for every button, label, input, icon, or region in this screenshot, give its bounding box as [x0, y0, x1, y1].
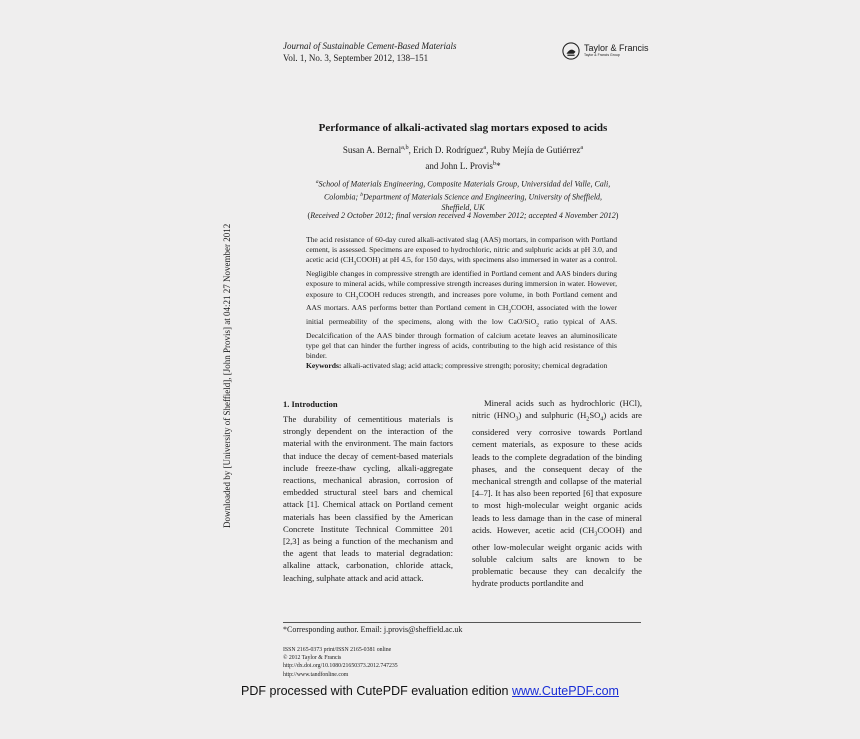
copyright: © 2012 Taylor & Francis [283, 655, 342, 662]
article-title: Performance of alkali-activated slag mortars exposed to acids [318, 122, 608, 134]
intro-right-column: Mineral acids such as hydrochloric (HCl), nitric $(HNO_3)$ and sulphuric $(H_2SO_4)$ acids are considered very corrosive towards Portland cement materials, as exposure to these acids leads to the complete degradation of the binding phases, and the consequent decay of the mechanical strength and collapse of the material [4–7]. It has also been reported [6] that exposure to most high-molecular weight organic acids leads to less damage than in the case of mineral acids. However, acetic acid $(CH_3COOH)$ and other low-molecular weight organic acids with soluble calcium salts are known to be problematic because they can decalcify the hydrate products portlandite and [472, 398, 642, 589]
keywords: Keywords: alkali-activated slag; acid attack; compressive strength; porosity; chemical degradation [306, 361, 608, 370]
received-dates: (Received 2 October 2012; final version received 4 November 2012; accepted 4 November 2012) [307, 211, 619, 220]
publisher-group: Taylor & Francis Group [584, 53, 620, 57]
authors-line-2: and John L. Provis$^b$* [425, 160, 501, 171]
publisher-url[interactable]: http://www.tandfonline.com [283, 671, 349, 678]
footnote-divider [283, 622, 641, 623]
publisher-logo [562, 42, 649, 60]
doi-link[interactable]: http://dx.doi.org/10.1080/21650373.2012.747235 [283, 663, 398, 670]
download-sidebar-note: Downloaded by [University of Sheffield], [John Provis] at 04:21 27 November 2012 [222, 223, 232, 528]
journal-name: Journal of Sustainable Cement-Based Materials [283, 41, 457, 51]
abstract: The acid resistance of 60-day cured alkali-activated slag (AAS) mortars, in comparison with Portland cement, is assessed. Specimens are exposed to hydrochloric, nitric and sulphuric acids at pH 3.0, and acetic acid $(CH_3COOH)$ at pH 4.5, for 150 days, with specimens also immersed in water as a control. Negligible changes in compressive strength are identified in Portland cement and AAS binders during exposure to mineral acids, while compressive strength increases during immersion in water. However, exposure to $CH_3COOH$ reduces strength, and increases pore volume, in both Portland cement and AAS mortars. AAS performs better than Portland cement in $CH_3COOH$, associated with the lower initial permeability of the specimens, along with the low CaO/SiO$_2$ ratio typical of AAS. Decalcification of the AAS binder through formation of calcium acetate leaves an aluminosilicate type gel that can hinder the further ingress of acids, contributing to the high acid resistance of this binder. [306, 235, 618, 361]
author-list [283, 141, 643, 173]
cutepdf-link[interactable]: www.CutePDF.com [511, 684, 619, 698]
intro-left-column: The durability of cementitious materials is strongly dependent on the interaction of the material with the environment. The main factors that induce the decay of cement-based materials include freeze-thaw cycling, alkali-aggregate reactions, mechanical abrasion, corrosion of embedded structural steel bars and chemical attack [1]. Chemical attack on Portland cement materials has been classified by the American Concrete Institute Technical Committee 201 [2,3] as being a function of the mechanism and the agent that leads to material degradation: alkaline attack, carbonation, chloride attack, leaching, sulphate attack and acid attack. [283, 414, 453, 583]
affiliations: $^a$School of Materials Engineering, Composite Materials Group, Universidad del Valle, Cali, Colombia; $^b$Department of Materials Science and Engineering, University of Sheffield, Sheffield, UK [315, 179, 611, 213]
cutepdf-watermark: PDF processed with CutePDF evaluation edition www.CutePDF.com [241, 684, 619, 698]
section-heading-introduction: 1. Introduction [283, 399, 338, 409]
corresponding-author-footnote: *Corresponding author. Email: j.provis@sheffield.ac.uk [283, 625, 463, 634]
journal-header [283, 40, 456, 64]
journal-volume: Vol. 1, No. 3, September 2012, 138–151 [283, 53, 429, 63]
publication-meta [283, 646, 398, 679]
publisher-name: Taylor & Francis [584, 43, 649, 53]
authors-line-1: Susan A. Bernal$^{a,b}$, Erich D. Rodríguez$^a$, Ruby Mejía de Gutiérrez$^a$ [342, 144, 584, 155]
lamp-logo-icon [562, 42, 580, 60]
issn: ISSN 2165-0373 print/ISSN 2165-0381 online [283, 647, 392, 653]
